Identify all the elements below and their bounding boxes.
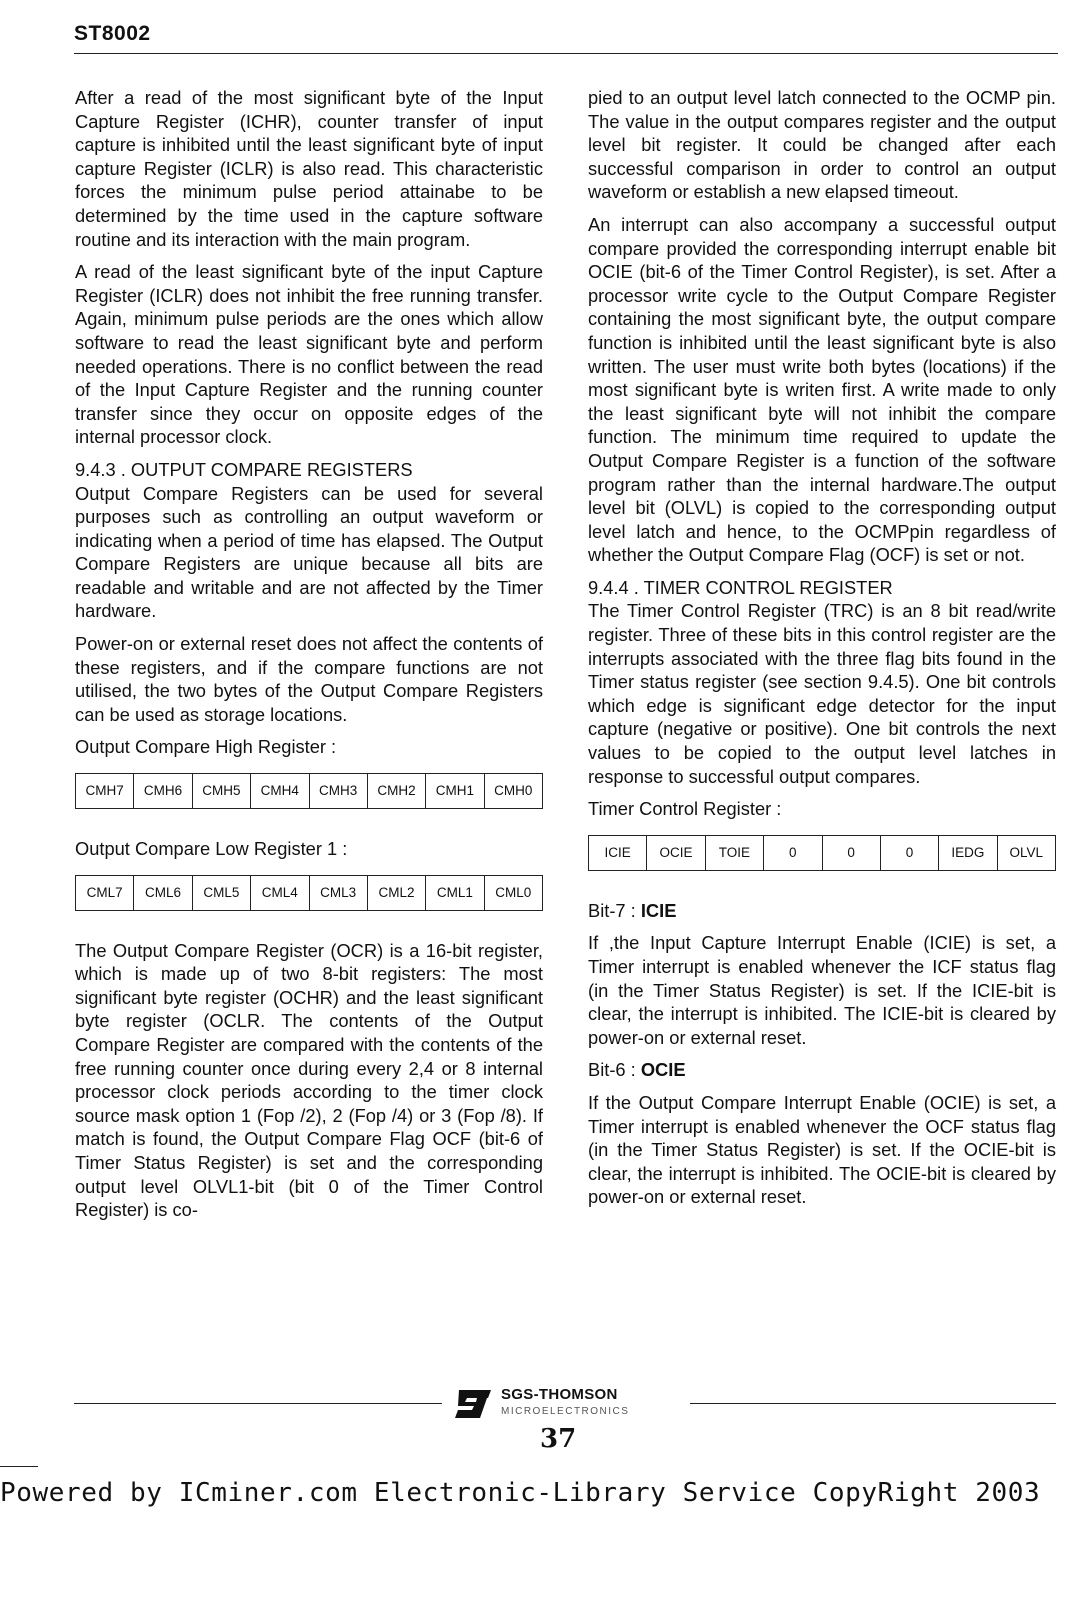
register-bit-cell: CML0: [484, 875, 542, 910]
paragraph: A read of the least significant byte of the input Capture Register (ICLR) does not inhibit the free running transfer. Again, minimum pulse periods are the ones which allow software to read the least significant byte and perform needed operations. There is no conflict between the read of the Input Capture Register and the running counter transfer since they occur on opposite edges of the internal processor clock.: [75, 261, 543, 448]
register-label-high: Output Compare High Register :: [75, 736, 337, 758]
bit-prefix: Bit-6 :: [588, 1059, 641, 1081]
section-heading: 9.4.3 . OUTPUT COMPARE REGISTERS: [75, 458, 413, 480]
register-bit-cell: CML5: [192, 875, 250, 910]
footer-divider-left: [74, 1403, 442, 1404]
paragraph: Power-on or external reset does not affect the contents of these registers, and if the compare functions are not utilised, the two bytes of the Output Compare Registers can be used as storage locations.: [75, 633, 543, 725]
paragraph: If ,the Input Capture Interrupt Enable (ICIE) is set, a Timer interrupt is enabled whenever the ICF status flag (in the Timer Status Register) is set. If the ICIE-bit is clear, the interrupt is inhibited. The ICIE-bit is cleared by power-on or external reset.: [588, 932, 1056, 1048]
register-bit-cell: CMH2: [367, 774, 425, 809]
register-bit-cell: IEDG: [939, 835, 997, 870]
register-bit-cell: CML1: [426, 875, 484, 910]
paragraph: pied to an output level latch connected to the OCMP pin. The value in the output compares register and the output level bit register. It could be changed after each successful comparison in order to control an output waveform or establish a new elapsed timeout.: [588, 87, 1056, 203]
register-label-low: Output Compare Low Register 1 :: [75, 838, 348, 860]
bit-name: ICIE: [640, 899, 677, 921]
register-bit-cell: CML7: [76, 875, 134, 910]
right-column: [588, 86, 1056, 1218]
output-compare-low-register-table: [75, 875, 543, 911]
paragraph: The Output Compare Register (OCR) is a 16-bit register, which is made up of two 8-bit registers: The most significant byte register (OCHR) and the least significant byte register (OCLR. The contents of the Output Compare Register are compared with the contents of the free running counter once during every 2,4 or 8 internal processor clock periods according to the timer clock source mask option 1 (Fop /2), 2 (Fop /4) or 3 (Fop /8). If match is found, the Output Compare Flag OCF (bit-6 of Timer Status Register) is set and the corresponding output level OLVL1-bit (bit 0 of the Timer Control Register) is co-: [75, 939, 543, 1221]
register-bit-cell: CMH5: [192, 774, 250, 809]
header-divider: [74, 53, 1058, 54]
register-bit-cell: CMH6: [134, 774, 192, 809]
paragraph: Output Compare Registers can be used for several purposes such as controlling an output waveform or indicating when a period of time has elapsed. The Output Compare Registers are unique because all bits are readable and writable and are not affected by the Timer hardware.: [75, 482, 543, 622]
bit-name: OCIE: [640, 1059, 686, 1081]
register-bit-cell: CMH3: [309, 774, 367, 809]
register-bit-cell: CML2: [367, 875, 425, 910]
bit-6-heading: [588, 1058, 1056, 1082]
paragraph: An interrupt can also accompany a successful output compare provided the corresponding interrupt enable bit OCIE (bit-6 of the Timer Control Register), is set. After a processor write cycle to the Output Compare Register containing the most significant byte, the output compare function is inhibited until the least significant byte is also written. The user must write both bytes (locations) if the most significant byte is writen first. A write made to only the least significant byte will not inhibit the compare function. The minimum time required to update the Output Compare Register is a function of the software program rather than the internal hardware.The output level bit (OLVL) is copied to the corresponding output level latch and hence, to the OCMPpin regardless of whether the Output Compare Flag (OCF) is set or not.: [588, 213, 1056, 566]
section-heading: 9.4.4 . TIMER CONTROL REGISTER: [588, 576, 893, 598]
output-compare-high-register-table: [75, 773, 543, 809]
register-bit-cell: CML6: [134, 875, 192, 910]
left-column: [75, 86, 543, 1231]
register-bit-cell: 0: [822, 835, 880, 870]
powered-by-footer: Powered by ICminer.com Electronic-Library Service CopyRight 2003: [0, 1478, 1041, 1508]
paragraph: The Timer Control Register (TRC) is an 8 bit read/write register. Three of these bits in this control register are the interrupts associated with the three flag bits found in the Timer status register (see section 9.4.5). One bit controls which edge is significant edge detector for the input capture (negative or positive). One bit controls the next values to be copied to the output level latches in response to successful output compares.: [588, 600, 1056, 787]
st-logo-icon: [453, 1388, 493, 1420]
register-bit-cell: TOIE: [705, 835, 763, 870]
corner-divider: [0, 1466, 38, 1467]
register-label-tcr: Timer Control Register :: [588, 798, 782, 820]
footer-divider-right: [690, 1403, 1056, 1404]
paragraph: After a read of the most significant byte of the Input Capture Register (ICHR), counter transfer of input capture is inhibited until the least significant byte of input capture Register (ICLR) is also read. This characteristic forces the minimum pulse period attainabe to be determined by the time used in the capture software routine and its interaction with the main program.: [75, 87, 543, 250]
register-bit-cell: CMH4: [251, 774, 309, 809]
register-bit-cell: CMH0: [484, 774, 542, 809]
register-bit-cell: CMH1: [426, 774, 484, 809]
register-bit-cell: CML4: [251, 875, 309, 910]
register-bit-cell: CML3: [309, 875, 367, 910]
paragraph: If the Output Compare Interrupt Enable (OCIE) is set, a Timer interrupt is enabled whenever the OCF status flag (in the Timer Status Register) is set. If the OCIE-bit is clear, the interrupt is inhibited. The OCIE-bit is cleared by power-on or external reset.: [588, 1091, 1056, 1208]
register-bit-cell: OCIE: [647, 835, 705, 870]
page-header-title: ST8002: [74, 22, 151, 45]
timer-control-register-table: [588, 835, 1056, 871]
bit-7-heading: [588, 899, 1056, 923]
register-bit-cell: ICIE: [589, 835, 647, 870]
register-bit-cell: CMH7: [76, 774, 134, 809]
company-logo: [453, 1386, 673, 1426]
logo-company-name: SGS-THOMSON: [501, 1386, 618, 1403]
page-number: 37: [540, 1424, 577, 1454]
register-bit-cell: 0: [764, 835, 822, 870]
register-bit-cell: 0: [880, 835, 938, 870]
logo-company-subtitle: MICROELECTRONICS: [501, 1406, 630, 1417]
register-bit-cell: OLVL: [997, 835, 1055, 870]
bit-prefix: Bit-7 :: [588, 899, 641, 921]
